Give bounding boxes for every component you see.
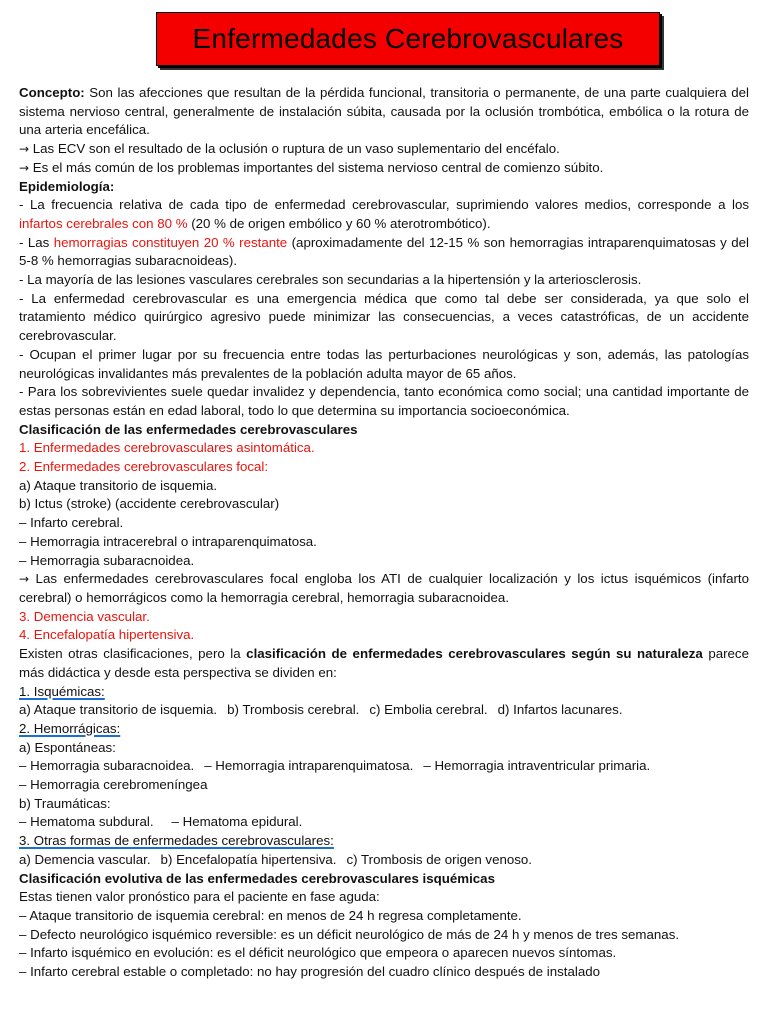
text-run: parece más didáctica y desde esta perspectiva se dividen en: xyxy=(19,646,749,680)
clasificacion-dash-item: – Hemorragia intracerebral o intraparenquimatosa. xyxy=(19,533,317,549)
text-run: Existen otras clasificaciones, pero la xyxy=(19,646,247,662)
list-item: a) Ataque transitorio de isquemia. xyxy=(19,702,218,718)
otras-items xyxy=(19,851,749,870)
list-item: – Ataque transitorio de isquemia cerebral: en menos de 24 h regresa completamente. xyxy=(19,907,522,923)
text-run: - Las xyxy=(19,234,54,250)
list-item: – Infarto cerebral estable o completado: no hay progresión del cuadro clínico después de instalado xyxy=(19,964,600,980)
concepto-label: Concepto: xyxy=(19,85,85,100)
arrow-right-icon: → xyxy=(19,572,30,587)
clasificacion-dash-item: – Hemorragia subaracnoidea. xyxy=(19,552,195,568)
epidemiologia-paragraph: - La enfermedad cerebrovascular es una emergencia médica que como tal debe ser considerada, ya que solo el tratamiento médico quirúrgico agresivo puede minimizar las consecuencias, a veces catastróficas, de un accidente cerebrovascular. xyxy=(19,290,749,344)
list-item: c) Trombosis de origen venoso. xyxy=(346,851,532,867)
traumaticas-heading: b) Traumáticas: xyxy=(19,795,111,811)
concepto-text: Son las afecciones que resultan de la pérdida funcional, transitoria o permanente, de una parte cualquiera del sistema nervioso central, generalmente de instalación súbita, causada por la oclusión trombótica, embólica o la rotura de una arteria encefálica. xyxy=(19,85,749,138)
list-item: – Hemorragia intraparenquimatosa. xyxy=(204,758,414,774)
underlined-heading: 2. Hemorrágicas: xyxy=(19,720,121,736)
title-banner xyxy=(156,12,660,66)
concepto-bullet-text: Las ECV son el resultado de la oclusión o ruptura de un vaso suplementario del encéfalo. xyxy=(32,141,560,157)
clasificacion-dash-item: – Infarto cerebral. xyxy=(19,515,124,531)
list-item: – Hemorragia intraventricular primaria. xyxy=(423,758,651,774)
underlined-heading: 1. Isquémicas: xyxy=(19,683,105,699)
clasificacion-subitem: b) Ictus (stroke) (accidente cerebrovascular) xyxy=(19,496,280,512)
clasificacion-item: 2. Enfermedades cerebrovasculares focal: xyxy=(19,459,269,475)
list-item: – Infarto isquémico en evolución: es el déficit neurológico que empeora o aparecen nuevos síntomas. xyxy=(19,945,617,961)
espontaneas-items xyxy=(19,757,749,776)
list-item: – Hematoma epidural. xyxy=(171,814,303,830)
list-item: d) Infartos lacunares. xyxy=(497,702,623,718)
bold-text: clasificación de enfermedades cerebrovasculares según su naturaleza xyxy=(246,646,703,662)
isquemicas-heading xyxy=(19,683,749,702)
underlined-heading: 3. Otras formas de enfermedades cerebrovasculares: xyxy=(19,833,334,849)
document-body xyxy=(19,84,749,982)
clasificacion-heading: Clasificación de las enfermedades cerebrovasculares xyxy=(19,421,358,437)
highlight-text: hemorragias constituyen 20 % restante xyxy=(53,234,288,250)
otras-heading xyxy=(19,832,749,851)
evolutiva-intro: Estas tienen valor pronóstico para el paciente en fase aguda: xyxy=(19,889,380,905)
list-item: a) Demencia vascular. xyxy=(19,851,151,867)
epidemiologia-paragraph xyxy=(19,234,749,271)
hemorragicas-heading xyxy=(19,720,749,739)
text-run: (20 % de origen embólico y 60 % aterotrombótico). xyxy=(187,215,491,231)
concepto-paragraph xyxy=(19,84,749,140)
list-item: – Hemorragia subaracnoidea. xyxy=(19,758,195,774)
isquemicas-items xyxy=(19,701,749,720)
traumaticas-items xyxy=(19,813,749,832)
espontaneas-heading: a) Espontáneas: xyxy=(19,739,116,755)
list-item: b) Trombosis cerebral. xyxy=(227,702,360,718)
clasificacion-note-text: Las enfermedades cerebrovasculares focal engloba los ATI de cualquier localización y los ictus isquémicos (infarto cerebral) o hemorrágicos como la hemorragia cerebral, hemorragia subaracnoidea. xyxy=(19,571,749,605)
epidemiologia-paragraph: - Para los sobrevivientes suele quedar invalidez y dependencia, tanto económica como social; una cantidad importante de estas personas están en edad laboral, todo lo que determina su importancia socioeconómica. xyxy=(19,384,749,418)
concepto-bullet xyxy=(19,159,749,178)
epidemiologia-paragraph: - La mayoría de las lesiones vasculares cerebrales son secundarias a la hipertensión y la arteriosclerosis. xyxy=(19,272,642,288)
epidemiologia-paragraph: - Ocupan el primer lugar por su frecuencia entre todas las perturbaciones neurológicas y son, además, las patologías neurológicas invalidantes más prevalentes de la población adulta mayor de 65 años. xyxy=(19,346,749,381)
clasificacion-subitem: a) Ataque transitorio de isquemia. xyxy=(19,477,218,493)
concepto-bullet-text: Es el más común de los problemas importantes del sistema nervioso central de comienzo súbito. xyxy=(32,159,604,175)
epidemiologia-heading: Epidemiología: xyxy=(19,178,115,194)
arrow-right-icon: → xyxy=(19,142,30,157)
highlight-text: infartos cerebrales con 80 % xyxy=(19,215,188,231)
clasificacion-item: 3. Demencia vascular. xyxy=(19,608,150,624)
list-item: c) Embolia cerebral. xyxy=(369,702,488,718)
evolutiva-heading: Clasificación evolutiva de las enfermedades cerebrovasculares isquémicas xyxy=(19,870,495,886)
clasificacion-note xyxy=(19,570,749,607)
naturaleza-intro xyxy=(19,645,749,682)
text-run: (aproximadamente del 12-15 % son hemorragias intraparenquimatosas y del 5-8 % hemorragias subaracnoideas). xyxy=(19,234,749,269)
list-item: – Hematoma subdural. xyxy=(19,814,154,830)
page-title: Enfermedades Cerebrovasculares xyxy=(192,23,624,54)
concepto-bullet xyxy=(19,140,749,159)
clasificacion-item: 4. Encefalopatía hipertensiva. xyxy=(19,627,195,643)
epidemiologia-paragraph xyxy=(19,196,749,233)
list-item: – Defecto neurológico isquémico reversible: es un déficit neurológico de más de 24 h y menos de tres semanas. xyxy=(19,926,680,942)
arrow-right-icon: → xyxy=(19,160,30,175)
text-run: - La frecuencia relativa de cada tipo de enfermedad cerebrovascular, suprimiendo valores medios, corresponde a los xyxy=(19,197,749,213)
list-item: – Hemorragia cerebromeníngea xyxy=(19,777,208,793)
list-item: b) Encefalopatía hipertensiva. xyxy=(160,851,337,867)
clasificacion-item: 1. Enfermedades cerebrovasculares asintomática. xyxy=(19,440,315,456)
